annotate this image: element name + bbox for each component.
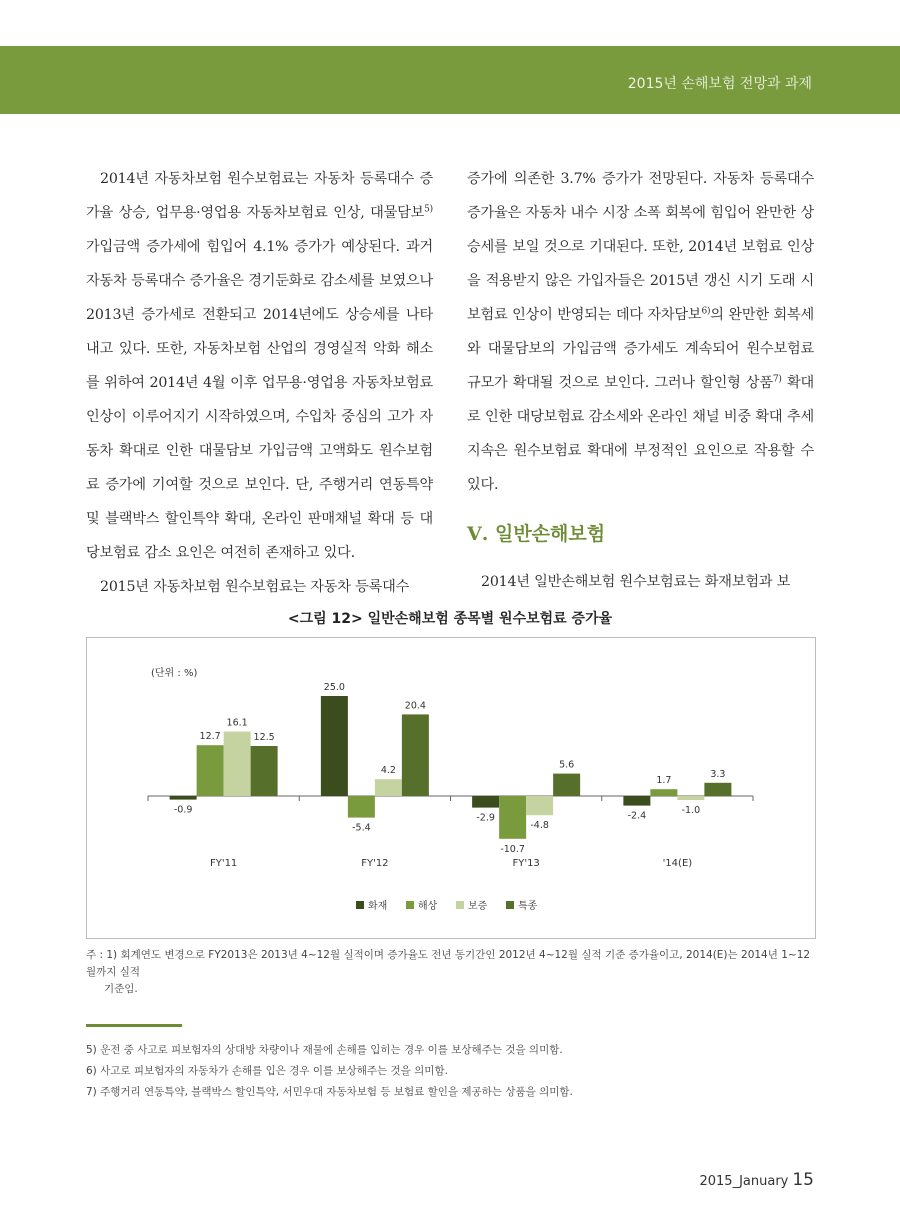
legend-swatch [356,901,364,909]
bar [170,796,197,800]
data-label: 12.7 [199,731,221,743]
data-label: -0.9 [173,804,193,816]
bar [197,745,224,796]
running-header-title: 2015년 손해보험 전망과 과제 [627,76,812,92]
bar [650,789,677,796]
unit-label: (단위 : %) [151,668,198,679]
bar-chart [87,638,815,938]
paragraph [86,162,433,570]
text-run: 2014년 자동차보험 원수보험료는 자동차 등록대수 증가율 상승, 업무용·영업용 자동차보험료 인상, 대물담보 [86,171,433,221]
footnotes [86,1040,816,1103]
data-label: 4.2 [380,765,396,777]
legend-label: 해상 [418,901,438,912]
legend-label: 화재 [368,901,388,912]
footnote-item: 6) 사고로 피보험자의 자동차가 손해를 입은 경우 이를 보상해주는 것을 의미함. [86,1065,448,1077]
figure-title: <그림 12> 일반손해보험 종목별 원수보험료 증가율 [287,611,613,627]
page-number: 15 [792,1170,814,1190]
paragraph: 2014년 일반손해보험 원수보험료는 화재보험과 보 [481,574,791,590]
section-heading: Ⅴ. 일반손해보험 [467,523,606,545]
text-run: 가입금액 증가세에 힘입어 4.1% 증가가 예상된다. 과거 자동차 등록대수 증가율은 경기둔화로 감소세를 보였으나 2013년 증가세로 전환되고 2014년에도 상승세를 나타내고 있다. 또한, 자동차보험 산업의 경영실적 악화 해소를 위하여 2014년 4월 이후 업무용·영업용 자동차보험료 인상이 이루어지기 시작하였으며, 수입차 중심의 고가 자동차 확대로 인한 대물담보 가입금액 고액화도 원수보험료 증가에 기여할 것으로 보인다. 단, 주행거리 연동특약 및 블랙박스 할인특약 확대, 온라인 판매채널 확대 등 대당보험료 감소 요인은 여전히 존재하고 있다. [86,239,433,561]
bar [224,732,251,796]
category-label: '14(E) [662,858,693,869]
legend-label: 특종 [518,901,538,912]
legend-label: 보증 [468,901,488,912]
footnote-ref[interactable]: 7) [772,374,782,385]
bar [402,714,429,796]
legend-swatch [406,901,414,909]
footnote-item: 7) 주행거리 연동특약, 블랙박스 할인특약, 서민우대 자동차보험 등 보험료 할인을 제공하는 상품을 의미함. [86,1086,573,1098]
chart-notes [86,947,816,998]
legend-swatch [456,901,464,909]
bar [677,796,704,800]
data-label: 16.1 [226,717,248,729]
data-label: -10.7 [500,843,525,855]
page-footer [699,1170,814,1190]
data-label: -4.8 [530,820,549,832]
bar [553,774,580,796]
footnote-ref[interactable]: 5) [424,204,433,215]
bar [251,746,278,796]
data-label: -5.4 [352,822,371,834]
chart-frame [86,637,816,939]
footnote-item: 5) 운전 중 사고로 피보험자의 상대방 차량이나 재물에 손해를 입히는 경우 이를 보상해주는 것을 의미함. [86,1044,563,1056]
header-band [0,46,900,114]
right-column [467,162,814,599]
bar [526,796,553,815]
footnote-divider [86,1024,182,1027]
issue-label: 2015_January [699,1174,789,1189]
data-label: 25.0 [323,682,345,693]
category-label: FY'11 [209,858,238,869]
bar [499,796,526,839]
text-run: 의 완만한 회복세와 대물담보의 가입금액 증가세도 계속되어 원수보험료 규모가 확대될 것으로 보인다. 그러나 할인형 상품 [467,307,814,391]
legend-swatch [506,901,514,909]
text-run: 확대로 인한 대당보험료 감소세와 온라인 채널 비중 확대 추세 지속은 원수보험료 확대에 부정적인 요인으로 작용할 수 있다. [467,375,814,493]
data-label: 5.6 [559,759,575,771]
data-label: 20.4 [404,700,426,712]
bar [321,696,348,796]
bar [623,796,650,806]
paragraph: 2015년 자동차보험 원수보험료는 자동차 등록대수 [100,579,410,595]
footnote-ref[interactable]: 6) [701,306,711,317]
note-line: 기준임. [104,983,138,995]
bar [704,783,731,796]
bar [348,796,375,818]
paragraph [467,162,814,502]
data-label: 12.5 [253,732,275,743]
data-label: -2.9 [476,812,495,824]
category-label: FY'12 [361,858,389,869]
note-line: 주 : 1) 회계연도 변경으로 FY2013은 2013년 4~12월 실적이며 증가율도 전년 동기간인 2012년 4~12월 실적 기준 증가율이고, 2014(E)는 2014년 1~12월까지 실적 [86,949,811,978]
category-label: FY'13 [512,858,540,869]
data-label: 1.7 [656,775,672,787]
data-label: -2.4 [627,810,647,822]
data-label: -1.0 [681,805,701,816]
left-column [86,162,433,604]
text-run: 증가에 의존한 3.7% 증가가 전망된다. 자동차 등록대수 증가율은 자동차 내수 시장 소폭 회복에 힘입어 완만한 상승세를 보일 것으로 기대된다. 또한, 2014년 보험료 인상을 적용받지 않은 가입자들은 2015년 갱신 시기 도래 시 보험료 인상이 반영되는 데다 자차담보 [467,171,814,323]
bar [472,796,499,808]
data-label: 3.3 [710,768,726,780]
bar [375,779,402,796]
